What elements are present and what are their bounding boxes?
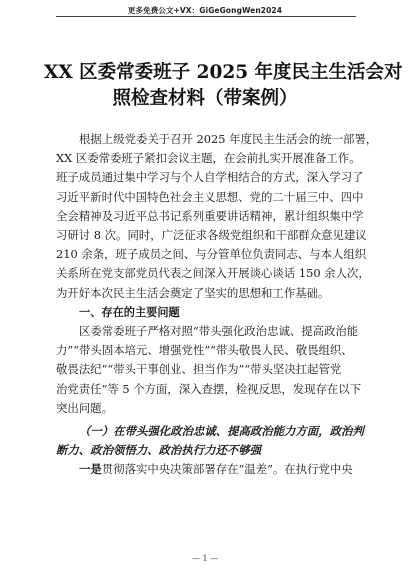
text-line: 治党责任”等 5 个方面，深入查摆，检视反思，发现存在以下	[56, 381, 362, 396]
text-line: XX 区委常委班子紧扣会议主题，在会前扎实开展准备工作。	[56, 151, 361, 166]
title-line-2: 照检查材料（带案例）	[112, 88, 298, 109]
text-line	[56, 460, 356, 479]
text-line: 突出问题。	[56, 400, 113, 415]
text-line: 区委常委班子严格对照“带头强化政治忠诚、提高政治能	[79, 324, 359, 339]
text-line: 为开好本次民主生活会奠定了坚实的思想和工作基础。	[56, 285, 330, 300]
text-line: 全会精神及习近平总书记系列重要讲话精神，累计组织集中学	[56, 208, 364, 223]
header-divider	[56, 16, 356, 17]
subsection-heading-line: 断力、政治领悟力、政治执行力还不够强	[56, 443, 262, 458]
section-heading	[56, 303, 356, 322]
problems-paragraph	[56, 322, 362, 418]
document-title	[44, 60, 403, 112]
text-line: 210 余条，班子成员之间、与分管单位负责同志、与本人组织	[56, 247, 367, 262]
text-line: 习近平新时代中国特色社会主义思想、党的二十届三中、四中	[56, 189, 364, 204]
subsection-heading-line: （一）在带头强化政治忠诚、提高政治能力方面，政治判	[79, 424, 364, 439]
header-note: 更多免费公文+VX：GiGeGongWen2024	[127, 6, 283, 15]
page-number: — 1 —	[191, 554, 219, 563]
text-line: 习研讨 8 次。同时，广泛征求各级党组织和干部群众意见建议	[56, 228, 367, 243]
section-heading-text: 一、存在的主要问题	[79, 305, 180, 319]
intro-paragraph	[56, 130, 378, 303]
text-fragment: 贯彻落实中央决策部署存在“温差”。在执行党中央	[101, 462, 353, 477]
lead-phrase: 一是	[79, 462, 102, 477]
text-line: 根据上级党委关于召开 2025 年度民主生活会的统一部署，	[79, 132, 378, 146]
text-line: 关系所在党支部党员代表之间深入开展谈心谈话 150 余人次，	[56, 266, 370, 281]
text-line: 敬畏法纪”“带头干事创业、担当作为”“带头坚决扛起管党	[56, 362, 342, 377]
detail-paragraph	[56, 460, 356, 479]
text-line: 力”“带头固本培元、增强党性”“带头敬畏人民、敬畏组织、	[56, 343, 353, 358]
subsection-heading	[56, 422, 364, 460]
document-body	[56, 130, 378, 480]
text-line: 班子成员通过集中学习与个人自学相结合的方式，深入学习了	[56, 170, 364, 185]
title-line-1: XX 区委常委班子 2025 年度民主生活会对	[44, 62, 403, 83]
